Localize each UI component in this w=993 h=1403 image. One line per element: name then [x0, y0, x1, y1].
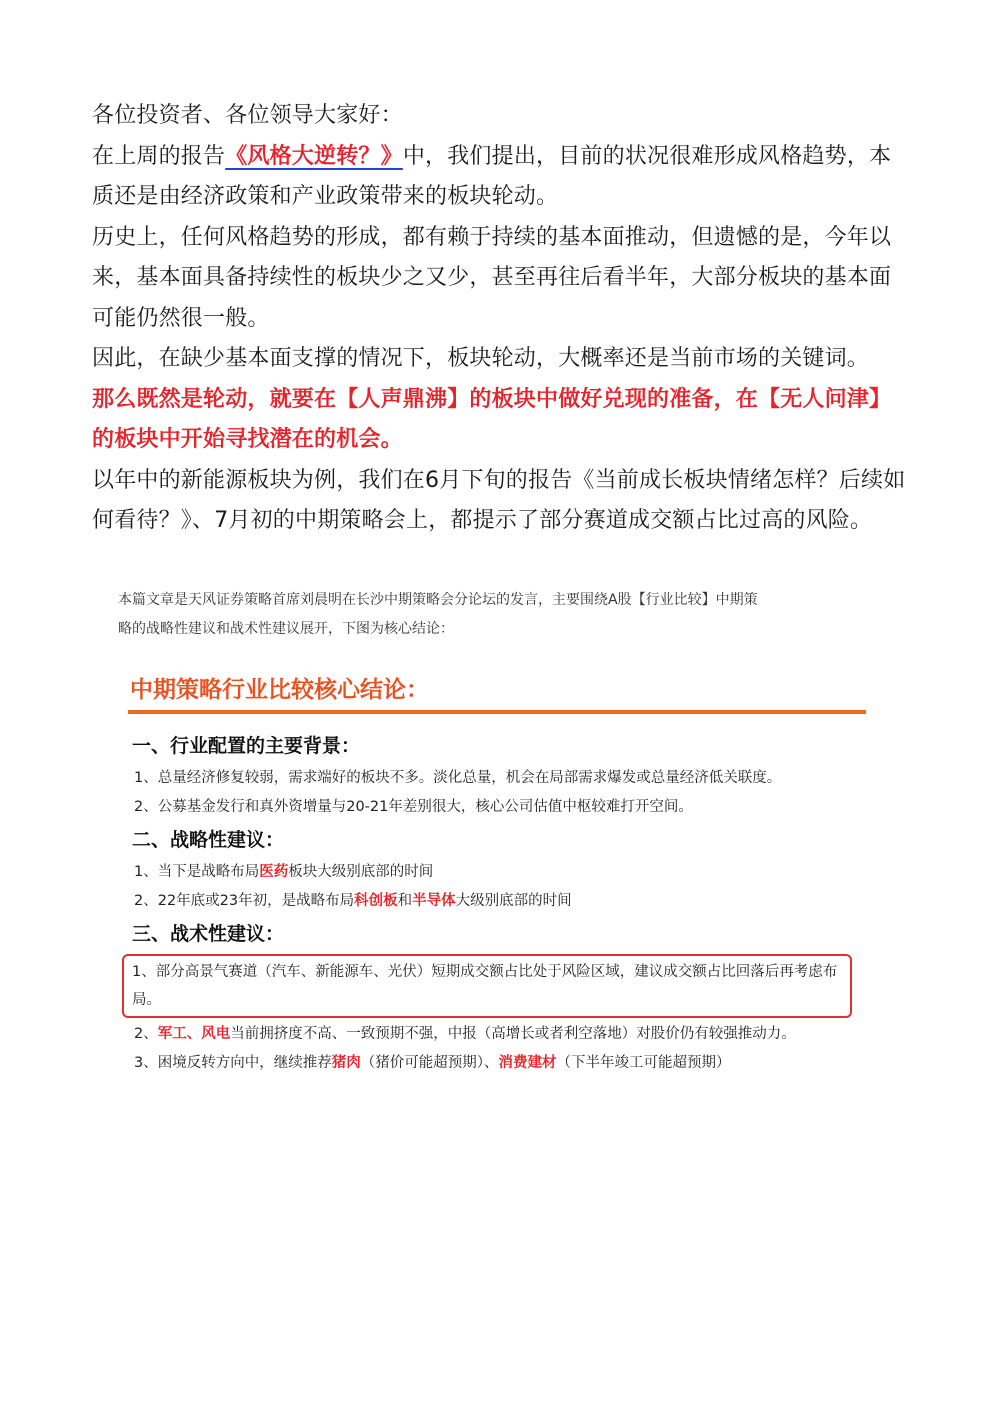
conclusion-figure	[118, 586, 878, 1078]
highlight-pork: 猪肉	[331, 1055, 361, 1071]
strategic-item-2	[118, 887, 878, 916]
paragraph-1	[92, 137, 908, 218]
strategic-item-2-text-mid: 和	[397, 893, 413, 909]
article-body	[92, 96, 908, 542]
p1-before: 在上周的报告	[92, 143, 226, 169]
tactical-item-2-text-b: 当前拥挤度不高、一致预期不强，中报（高增长或者利空落地）对股价仍有较强推动力。	[230, 1026, 796, 1042]
highlight-military-wind: 军工、风电	[157, 1026, 231, 1042]
background-item-1: 1、总量经济修复较弱，需求端好的板块不多。淡化总量，机会在局部需求爆发或总量经济低关联度。	[134, 770, 782, 786]
paragraph-5: 以年中的新能源板块为例，我们在6月下旬的报告《当前成长板块情绪怎样？后续如何看待？》、7月初的中期策略会上，都提示了部分赛道成交额占比过高的风险。	[92, 467, 906, 533]
figure-caption-line-2: 略的战略性建议和战术性建议展开，下图为核心结论：	[118, 621, 454, 637]
tactical-item-1-boxed: 1、部分高景气赛道（汽车、新能源车、光伏）短期成交额占比处于风险区域，建议成交额占比回落后再考虑布局。	[122, 954, 852, 1018]
report-link[interactable]: 《风格大逆转？》	[225, 143, 403, 169]
section-background-heading: 一、行业配置的主要背景：	[132, 735, 361, 757]
highlight-building-materials: 消费建材	[498, 1055, 557, 1071]
tactical-item-3-text-b: （下半年竣工可能超预期）	[556, 1055, 731, 1071]
tactical-item-2	[118, 1020, 878, 1049]
strategic-item-1-text-b: 板块大级别底部的时间	[288, 864, 434, 880]
highlight-semiconductor: 半导体	[412, 893, 456, 909]
tactical-item-3	[118, 1049, 878, 1078]
section-tactical-heading: 三、战术性建议：	[132, 923, 285, 945]
figure-caption-line-1: 本篇文章是天风证券策略首席刘晨明在长沙中期策略会分论坛的发言，主要围绕A股【行业比较】中期策	[118, 592, 758, 608]
conclusion-title: 中期策略行业比较核心结论：	[130, 677, 429, 703]
strategic-item-2-text-b: 大级别底部的时间	[455, 893, 572, 909]
paragraph-3: 因此，在缺少基本面支撑的情况下，板块轮动，大概率还是当前市场的关键词。	[92, 346, 870, 371]
strategic-item-1-text-a: 1、当下是战略布局	[134, 864, 260, 880]
tactical-item-3-text-a: 3、困境反转方向中，继续推荐	[134, 1055, 332, 1071]
tactical-item-3-text-mid: （猪价可能超预期）、	[360, 1055, 499, 1071]
p1-after: 中，我们提出，目前的状况很难形成风格趋势，本质还是由经济政策和产业政策带来的板块轮动。	[92, 143, 892, 209]
tactical-item-2-text-a: 2、	[134, 1026, 158, 1042]
highlight-pharma: 医药	[259, 864, 289, 880]
greeting: 各位投资者、各位领导大家好：	[92, 103, 403, 128]
section-strategic-heading: 二、战略性建议：	[132, 829, 285, 851]
strategic-item-2-text-a: 2、22年底或23年初，是战略布局	[134, 893, 355, 909]
paragraph-4-emphasis: 那么既然是轮动，就要在【人声鼎沸】的板块中做好兑现的准备，在【无人问津】的板块中开始寻找潜在的机会。	[92, 386, 892, 452]
highlight-star-market: 科创板	[354, 893, 398, 909]
background-item-2: 2、公募基金发行和真外资增量与20-21年差别很大，核心公司估值中枢较难打开空间。	[134, 799, 693, 815]
strategic-item-1	[118, 858, 878, 887]
paragraph-2: 历史上，任何风格趋势的形成，都有赖于持续的基本面推动，但遗憾的是，今年以来，基本面具备持续性的板块少之又少，甚至再往后看半年，大部分板块的基本面可能仍然很一般。	[92, 224, 892, 331]
